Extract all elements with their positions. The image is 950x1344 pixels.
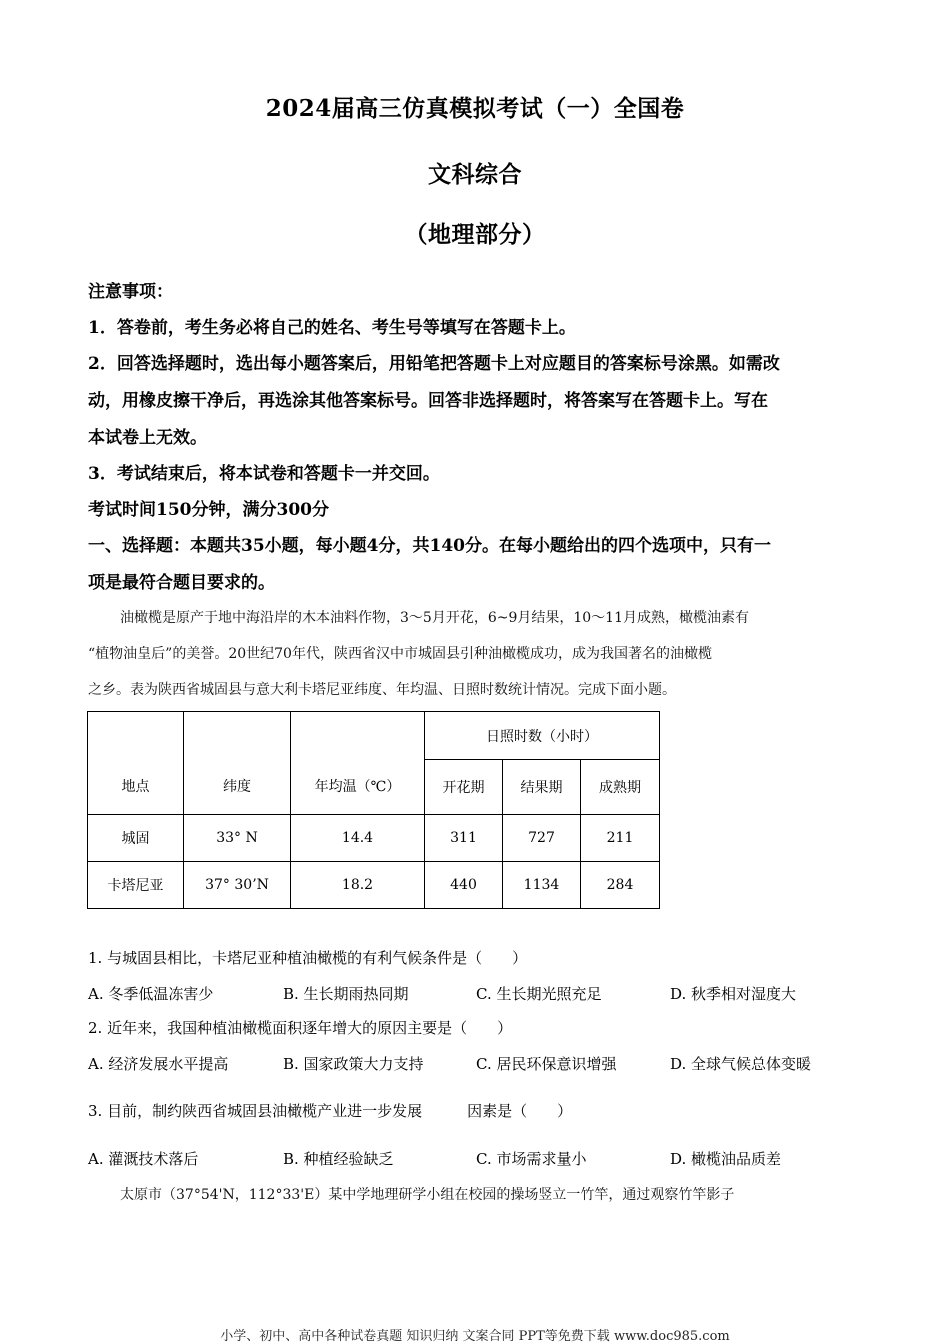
cell-latitude: 37° 30’N bbox=[184, 862, 291, 909]
notice-item: 动，用橡皮擦干净后，再选涂其他答案标号。回答非选择题时，将答案写在答题卡上。写在 bbox=[88, 391, 768, 411]
question-option: C. 居民环保意识增强 bbox=[476, 1055, 617, 1073]
question-stem: 1. 与城固县相比，卡塔尼亚种植油橄榄的有利气候条件是（ ） bbox=[88, 949, 528, 967]
cell-place: 卡塔尼亚 bbox=[88, 862, 184, 909]
question-option: D. 橄榄油品质差 bbox=[670, 1150, 782, 1168]
notice-item: 1．答卷前，考生务必将自己的姓名、考生号等填写在答题卡上。 bbox=[88, 318, 576, 338]
question-option: C. 市场需求量小 bbox=[476, 1150, 587, 1168]
header-place: 地点 bbox=[88, 712, 184, 815]
cell-flowering: 311 bbox=[425, 815, 503, 862]
cell-flowering: 440 bbox=[425, 862, 503, 909]
question-stem: 3. 目前，制约陕西省城固县油橄榄产业进一步发展 因素是（ ） bbox=[88, 1102, 573, 1120]
exam-subject: 文科综合 bbox=[428, 161, 522, 188]
cell-ripening: 211 bbox=[581, 815, 660, 862]
passage-line: 之乡。表为陕西省城固县与意大利卡塔尼亚纬度、年均温、日照时数统计情况。完成下面小题。 bbox=[88, 682, 676, 698]
table-row bbox=[88, 815, 660, 862]
cell-temperature: 14.4 bbox=[291, 815, 425, 862]
exam-time: 考试时间150分钟，满分300分 bbox=[88, 500, 329, 520]
exam-title: 2024届高三仿真模拟考试（一）全国卷 bbox=[265, 95, 685, 122]
notice-item: 3．考试结束后，将本试卷和答题卡一并交回。 bbox=[88, 464, 440, 484]
question-option: B. 国家政策大力支持 bbox=[283, 1055, 424, 1073]
passage-line: 太原市（37°54'N，112°33'E）某中学地理研学小组在校园的操场竖立一竹竿，通过观察竹竿影子 bbox=[120, 1187, 735, 1203]
passage-line: 油橄榄是原产于地中海沿岸的木本油料作物，3～5月开花，6~9月结果，10～11月成熟，橄榄油素有 bbox=[120, 610, 749, 626]
section-instruction: 项是最符合题目要求的。 bbox=[88, 573, 275, 593]
cell-fruiting: 1134 bbox=[503, 862, 581, 909]
header-sunshine: 日照时数（小时） bbox=[425, 712, 660, 760]
notice-item: 2．回答选择题时，选出每小题答案后，用铅笔把答题卡上对应题目的答案标号涂黑。如需改 bbox=[88, 354, 780, 374]
question-option: B. 生长期雨热同期 bbox=[283, 985, 409, 1003]
cell-latitude: 33° N bbox=[184, 815, 291, 862]
exam-part: （地理部分） bbox=[404, 221, 546, 248]
header-fruiting: 结果期 bbox=[503, 760, 581, 815]
question-option: D. 全球气候总体变暖 bbox=[670, 1055, 812, 1073]
question-option: A. 灌溉技术落后 bbox=[88, 1150, 199, 1168]
question-option: B. 种植经验缺乏 bbox=[283, 1150, 394, 1168]
cell-fruiting: 727 bbox=[503, 815, 581, 862]
passage-line: “植物油皇后”的美誉。20世纪70年代，陕西省汉中市城固县引种油橄榄成功，成为我国著名的油橄榄 bbox=[88, 646, 712, 662]
page-footer: 小学、初中、高中各种试卷真题 知识归纳 文案合同 PPT等免费下载 www.doc985.com bbox=[220, 1329, 730, 1344]
question-option: A. 冬季低温冻害少 bbox=[88, 985, 214, 1003]
cell-ripening: 284 bbox=[581, 862, 660, 909]
section-instruction: 一、选择题：本题共35小题，每小题4分，共140分。在每小题给出的四个选项中，只有一 bbox=[88, 536, 771, 556]
cell-temperature: 18.2 bbox=[291, 862, 425, 909]
header-flowering: 开花期 bbox=[425, 760, 503, 815]
cell-place: 城固 bbox=[88, 815, 184, 862]
header-ripening: 成熟期 bbox=[581, 760, 660, 815]
notice-heading: 注意事项： bbox=[88, 282, 173, 302]
header-temperature: 年均温（℃） bbox=[291, 712, 425, 815]
question-stem: 2. 近年来，我国种植油橄榄面积逐年增大的原因主要是（ ） bbox=[88, 1019, 513, 1037]
table-row bbox=[88, 862, 660, 909]
header-latitude: 纬度 bbox=[184, 712, 291, 815]
notice-item: 本试卷上无效。 bbox=[88, 428, 207, 448]
climate-table bbox=[87, 711, 660, 909]
question-option: C. 生长期光照充足 bbox=[476, 985, 602, 1003]
question-option: A. 经济发展水平提高 bbox=[88, 1055, 229, 1073]
question-option: D. 秋季相对湿度大 bbox=[670, 985, 797, 1003]
